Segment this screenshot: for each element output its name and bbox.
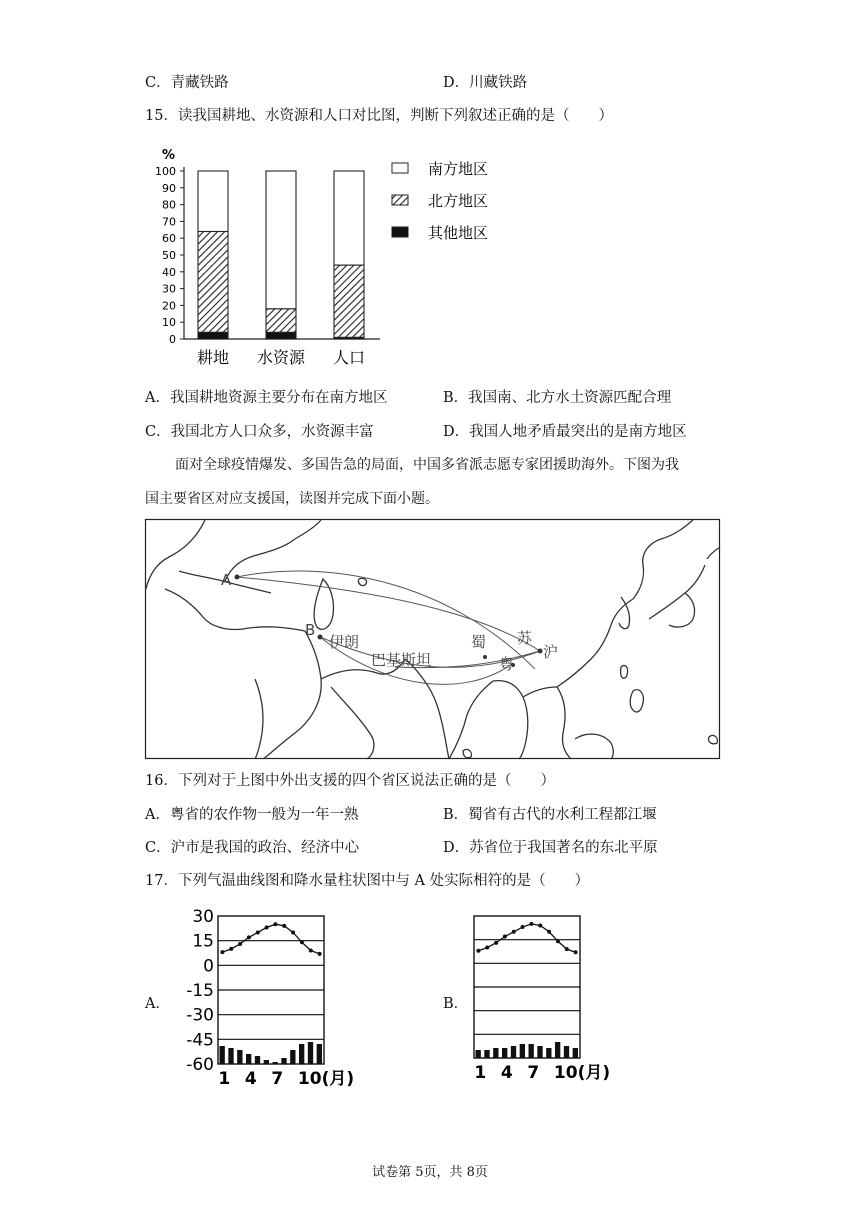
precip-bar xyxy=(564,1046,569,1058)
precip-bar xyxy=(273,1062,278,1064)
bar-segment xyxy=(266,309,296,333)
precip-bar xyxy=(546,1048,551,1058)
bars xyxy=(198,171,364,339)
precip-bar xyxy=(502,1048,507,1058)
q15-option-a: A．我国耕地资源主要分布在南方地区 xyxy=(145,390,388,406)
q16-option-c: C．沪市是我国的政治、经济中心 xyxy=(145,840,360,856)
precip-bar xyxy=(573,1048,578,1058)
legend-label: 北方地区 xyxy=(428,192,489,210)
label-hu: 沪 xyxy=(543,643,559,661)
label-shu: 蜀 xyxy=(471,633,487,651)
x-tick-label: 耕地 xyxy=(196,348,230,367)
bar-segment xyxy=(198,231,228,332)
y-tick-label: 20 xyxy=(162,299,176,313)
legend-swatch xyxy=(392,163,408,173)
q15-option-d: D．我国人地矛盾最突出的是南方地区 xyxy=(443,424,687,440)
legend-label: 南方地区 xyxy=(428,160,489,178)
precip-bar xyxy=(537,1046,542,1058)
precip-bar xyxy=(476,1050,481,1058)
climate-chart-a xyxy=(170,907,355,1098)
temperature-point xyxy=(291,930,295,934)
precip-bar xyxy=(529,1044,534,1058)
y-tick-label: 15 xyxy=(192,931,214,952)
temperature-point xyxy=(547,930,551,934)
temperature-point xyxy=(247,935,251,939)
temperature-point xyxy=(220,950,224,954)
q15-option-c: C．我国北方人口众多，水资源丰富 xyxy=(145,424,374,440)
x-tick-label: 4 xyxy=(500,1063,513,1083)
x-tick-label: 1 xyxy=(218,1069,231,1089)
precip-bar xyxy=(264,1060,269,1064)
legend-swatch xyxy=(392,227,408,237)
precip-bar xyxy=(220,1046,225,1064)
y-tick-label: 50 xyxy=(162,249,176,262)
resource-comparison-chart xyxy=(150,143,510,373)
precip-bar xyxy=(484,1050,489,1058)
q17-stem: 17．下列气温曲线图和降水量柱状图中与 A 处实际相符的是（ ） xyxy=(145,873,590,889)
legend-label: 其他地区 xyxy=(428,224,489,242)
passage-line-2: 国主要省区对应支援国，读图并完成下面小题。 xyxy=(145,491,439,507)
y-tick-label: 60 xyxy=(162,232,176,246)
q16-option-d: D．苏省位于我国著名的东北平原 xyxy=(443,840,658,856)
y-tick-label: 0 xyxy=(203,956,214,977)
y-tick-label: 10 xyxy=(162,316,176,330)
precip-bar xyxy=(228,1048,233,1064)
q14-option-c: C．青藏铁路 xyxy=(145,75,229,91)
bar-segment xyxy=(198,332,228,339)
y-tick-label: -60 xyxy=(186,1055,214,1075)
precip-bar xyxy=(520,1044,525,1058)
temperature-point xyxy=(265,926,269,930)
temperature-point xyxy=(476,949,480,953)
precip-bar xyxy=(317,1044,322,1064)
y-tick-label: 40 xyxy=(162,265,176,279)
temperature-point xyxy=(238,942,242,946)
q16-option-a: A．粤省的农作物一般为一年一熟 xyxy=(145,807,359,823)
label-b: B xyxy=(305,621,316,639)
precip-bar xyxy=(237,1050,242,1064)
label-su: 苏 xyxy=(517,629,533,647)
x-tick-label: 1 xyxy=(474,1063,487,1083)
y-axis-unit: % xyxy=(162,148,176,163)
x-tick-label: 10(月) xyxy=(553,1063,611,1083)
temperature-point xyxy=(538,923,542,927)
q17-option-a: A． xyxy=(145,996,170,1012)
temperature-point xyxy=(494,941,498,945)
y-tick-label: 80 xyxy=(162,198,176,212)
q15-option-b: B．我国南、北方水土资源匹配合理 xyxy=(443,390,672,406)
bar-segment xyxy=(334,265,364,337)
passage-line-1: 面对全球疫情爆发、多国告急的局面，中国多省派志愿专家团援助海外。下图为我 xyxy=(175,457,679,473)
temperature-point xyxy=(503,935,507,939)
precip-bar xyxy=(555,1042,560,1058)
temperature-point xyxy=(574,950,578,954)
y-tick-label: -30 xyxy=(186,1005,214,1026)
bar-segment xyxy=(198,171,228,231)
label-yue: 粤 xyxy=(499,655,515,673)
temperature-point xyxy=(256,930,260,934)
bar-segment xyxy=(266,171,296,309)
temperature-point xyxy=(273,922,277,926)
temperature-point xyxy=(556,939,560,943)
climate-chart-b xyxy=(466,908,626,1088)
q16-option-b: B．蜀省有古代的水利工程都江堰 xyxy=(443,807,657,823)
temperature-point xyxy=(282,924,286,928)
x-tick-label: 人口 xyxy=(332,348,366,367)
y-tick-label: 30 xyxy=(162,282,176,296)
bar-segment xyxy=(266,332,296,339)
aid-route-map xyxy=(145,519,720,759)
precip-bar xyxy=(246,1054,251,1064)
x-axis-labels xyxy=(197,348,365,367)
temperature-point xyxy=(565,947,569,951)
temperature-point xyxy=(485,946,489,950)
label-iran: 伊朗 xyxy=(329,633,360,651)
legend xyxy=(392,160,488,242)
x-tick-label: 10(月) xyxy=(297,1069,355,1089)
bar-segment xyxy=(334,171,364,265)
y-tick-label: -45 xyxy=(186,1030,214,1051)
y-tick-label: 70 xyxy=(162,215,176,229)
precip-bar xyxy=(308,1042,313,1064)
precip-bar xyxy=(511,1046,516,1058)
q14-option-d: D．川藏铁路 xyxy=(443,75,528,91)
label-pakistan: 巴基斯坦 xyxy=(371,651,432,669)
temperature-point xyxy=(318,952,322,956)
legend-swatch xyxy=(392,195,408,205)
temperature-point xyxy=(529,922,533,926)
precip-bar xyxy=(493,1048,498,1058)
x-tick-label: 7 xyxy=(527,1063,540,1083)
map-frame xyxy=(146,520,720,759)
y-tick-label: 0 xyxy=(169,333,176,346)
y-tick-label: 100 xyxy=(155,165,176,178)
temperature-point xyxy=(229,947,233,951)
temperature-point xyxy=(512,930,516,934)
precip-bar xyxy=(299,1044,304,1064)
label-a: A xyxy=(221,571,232,589)
temperature-point xyxy=(521,925,525,929)
precip-bar xyxy=(255,1056,260,1064)
y-tick-label: 90 xyxy=(162,181,176,195)
y-tick-label: -15 xyxy=(186,981,214,1001)
y-tick-label: 30 xyxy=(192,907,214,927)
x-tick-label: 4 xyxy=(244,1069,257,1089)
q15-stem: 15．读我国耕地、水资源和人口对比图，判断下列叙述正确的是（ ） xyxy=(145,108,613,124)
x-tick-label: 水资源 xyxy=(256,348,306,367)
precip-bar xyxy=(290,1050,295,1064)
q16-stem: 16．下列对于上图中外出支援的四个省区说法正确的是（ ） xyxy=(145,773,555,789)
page-footer: 试卷第 5页，共 8页 xyxy=(372,1165,488,1180)
precip-bar xyxy=(281,1058,286,1064)
x-tick-label: 7 xyxy=(271,1069,284,1089)
temperature-point xyxy=(309,949,313,953)
temperature-point xyxy=(300,940,304,944)
q17-option-b: B． xyxy=(443,996,469,1012)
